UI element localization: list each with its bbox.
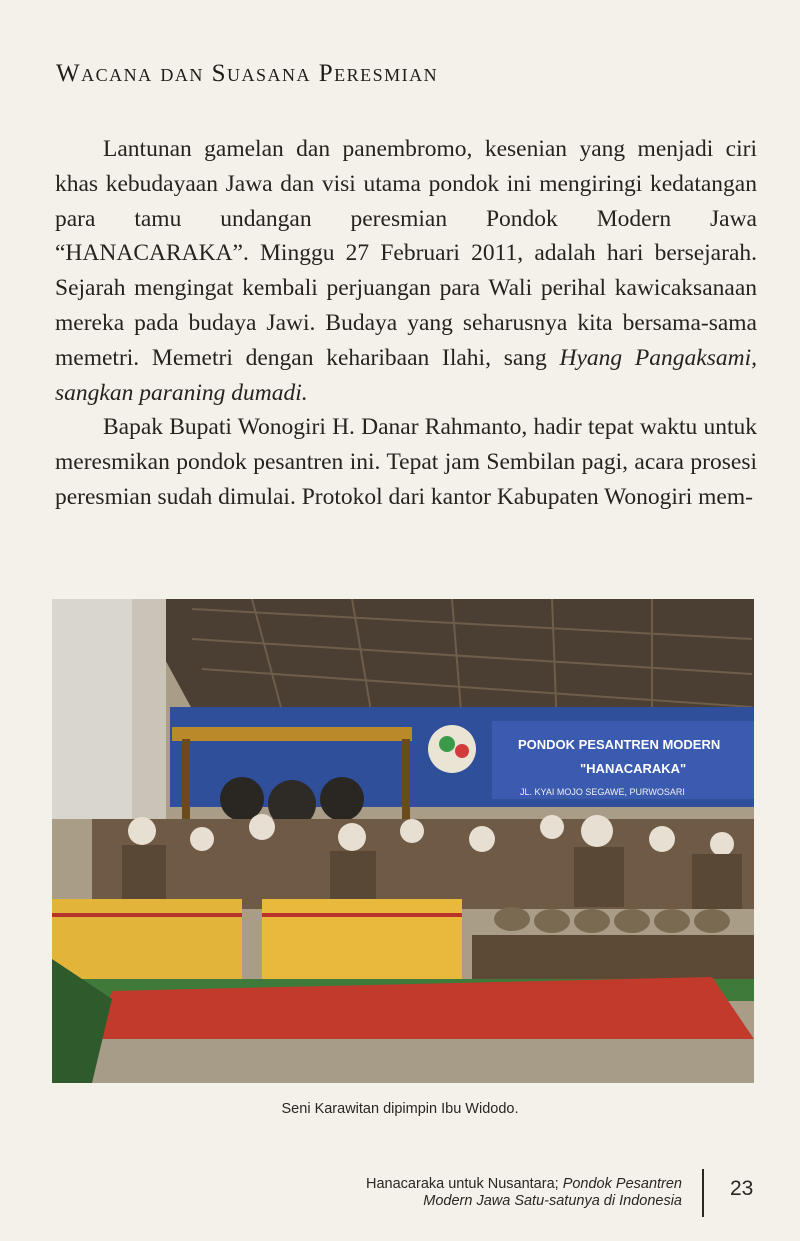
- footer-line-1: [366, 1176, 682, 1193]
- paragraph-2: Bapak Bupati Wonogiri H. Danar Rahmanto, hadir tepat waktu untuk meresmikan pondok pesantren ini. Tepat jam Sembilan pagi, acara prosesi peresmian sudah dimulai. Protokol dari kantor Kabupaten Wonogiri mem-: [55, 414, 757, 510]
- banner-line-1: PONDOK PESANTREN MODERN: [518, 737, 721, 752]
- section-heading: Wacana dan Suasana Peresmian: [56, 60, 439, 87]
- paragraph-1: [55, 132, 757, 410]
- footer-line-2: Modern Jawa Satu-satunya di Indonesia: [423, 1193, 682, 1209]
- gamelan-photo: [52, 599, 754, 1083]
- paragraph-1-text: Lantunan gamelan dan panembromo, kesenian yang menjadi ciri khas kebudayaan Jawa dan visi utama pondok ini mengiringi kedatangan para tamu undangan peresmian Pondok Modern Jawa “HANACARAKA”. Minggu 27 Februari 2011, adalah hari bersejarah. Sejarah mengingat kembali perjuangan para Wali perihal kawicaksanaan mereka pada budaya Jawi. Budaya yang seharusnya kita bersama-sama memetri. Memetri dengan keharibaan Ilahi, sang: [55, 136, 757, 371]
- photo-caption: Seni Karawitan dipimpin Ibu Widodo.: [281, 1101, 519, 1117]
- running-footer: [366, 1176, 682, 1210]
- page-number: 23: [730, 1177, 754, 1200]
- banner-line-3: JL. KYAI MOJO SEGAWE, PURWOSARI: [520, 787, 685, 797]
- banner-line-2: "HANACARAKA": [580, 761, 687, 776]
- footer-line-1-plain: Hanacaraka untuk Nusantara;: [366, 1176, 563, 1192]
- paragraph-1-italic: Hyang Pangaksami, sangkan paraning dumadi.: [55, 344, 757, 406]
- footer-line-1-italic: Pondok Pesantren: [562, 1176, 682, 1192]
- footer-divider: [702, 1169, 704, 1217]
- body-text: [55, 132, 757, 515]
